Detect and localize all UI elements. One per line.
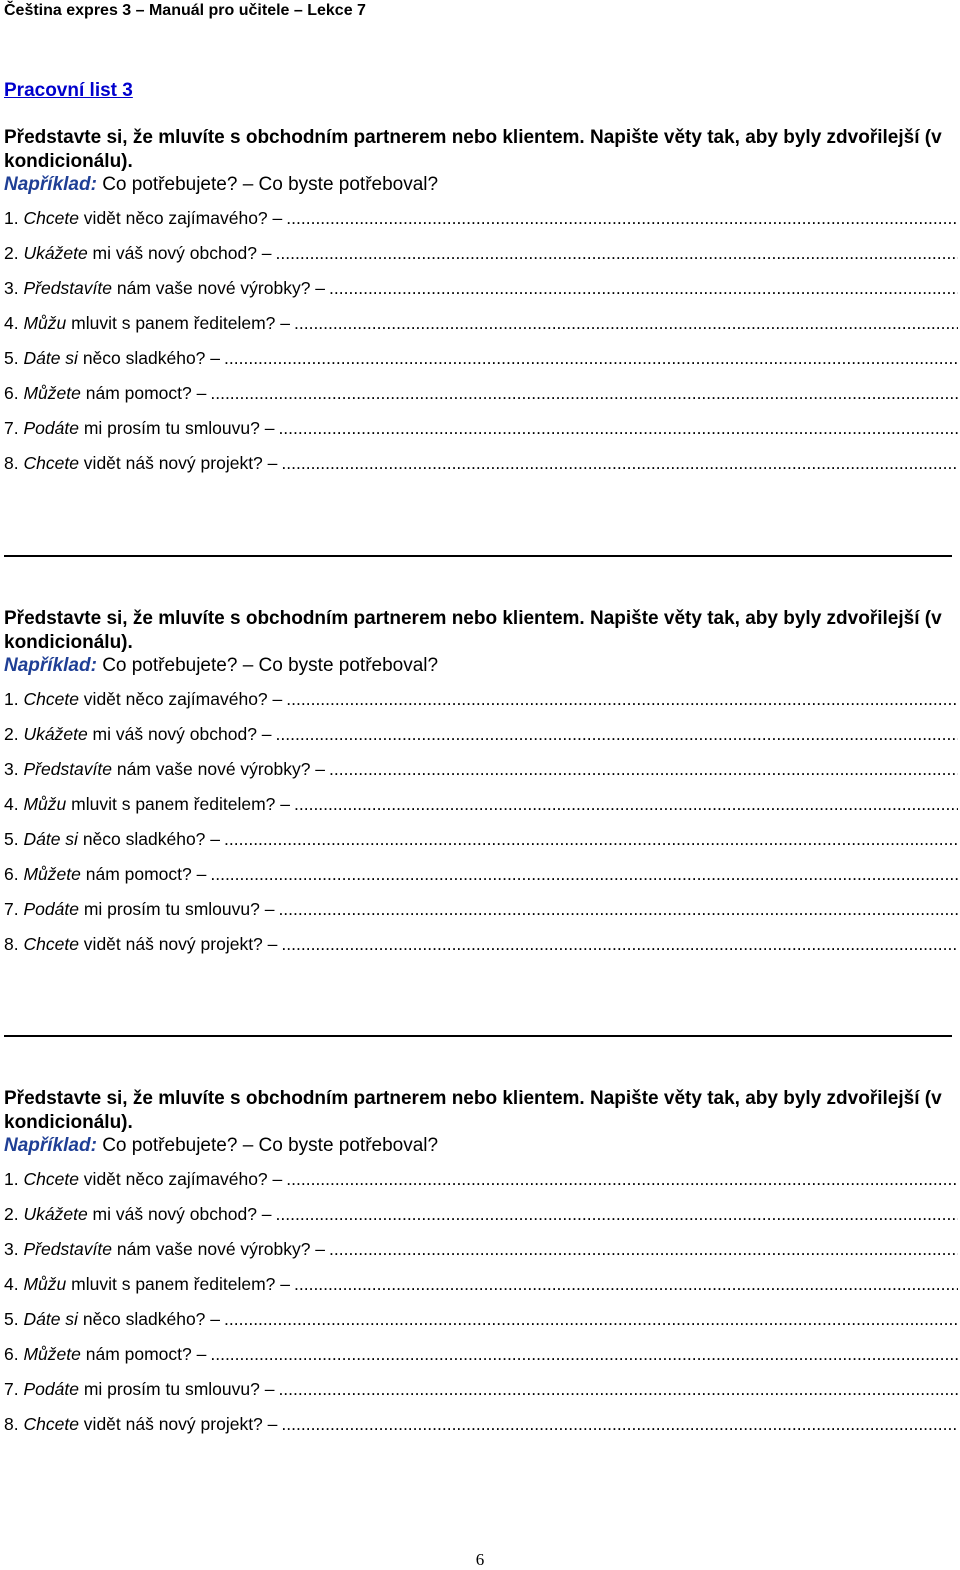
- item-number: 3.: [4, 1239, 19, 1259]
- answer-line[interactable]: [278, 899, 958, 919]
- exercise-instruction: Představte si, že mluvíte s obchodním partnerem nebo klientem. Napište věty tak, aby byly zdvořilejší (v kondicionálu).: [4, 127, 942, 172]
- example-label: Například:: [4, 655, 97, 676]
- item-rest: nám vaše nové výrobky? –: [112, 278, 326, 298]
- item-number: 1.: [4, 1169, 19, 1189]
- exercise-item: [4, 1169, 958, 1204]
- exercise-item: [4, 794, 958, 829]
- item-verb: Podáte: [23, 1379, 79, 1399]
- item-verb: Ukážete: [23, 1204, 88, 1224]
- item-number: 3.: [4, 278, 19, 298]
- item-rest: vidět něco zajímavého? –: [78, 1169, 283, 1189]
- item-question: [4, 934, 277, 954]
- exercise-instruction: Představte si, že mluvíte s obchodním partnerem nebo klientem. Napište věty tak, aby byly zdvořilejší (v kondicionálu).: [4, 1088, 942, 1133]
- exercise-item: [4, 829, 958, 864]
- exercise-item: [4, 208, 958, 243]
- item-question: [4, 794, 290, 814]
- item-rest: mi váš nový obchod? –: [87, 1204, 272, 1224]
- separator-line: [4, 1035, 952, 1037]
- example-label: Například:: [4, 174, 97, 195]
- item-rest: nám pomoct? –: [80, 383, 207, 403]
- answer-line[interactable]: [294, 313, 958, 333]
- item-verb: Představíte: [23, 759, 113, 779]
- exercise-items: [4, 1169, 958, 1449]
- item-verb: Dáte si: [23, 348, 78, 368]
- item-verb: Ukážete: [23, 724, 88, 744]
- item-verb: Můžu: [23, 1274, 67, 1294]
- item-rest: vidět něco zajímavého? –: [78, 689, 283, 709]
- item-question: [4, 243, 272, 263]
- item-question: [4, 759, 325, 779]
- answer-line[interactable]: [286, 689, 958, 709]
- item-question: [4, 418, 274, 438]
- item-number: 2.: [4, 724, 19, 744]
- exercise-item: [4, 899, 958, 934]
- item-rest: nám vaše nové výrobky? –: [112, 1239, 326, 1259]
- item-question: [4, 1379, 274, 1399]
- page-number: 6: [475, 1550, 485, 1569]
- item-number: 7.: [4, 418, 19, 438]
- answer-line[interactable]: [276, 1204, 958, 1224]
- item-rest: nám pomoct? –: [80, 1344, 207, 1364]
- item-number: 3.: [4, 759, 19, 779]
- item-question: [4, 453, 277, 473]
- item-number: 5.: [4, 1309, 19, 1329]
- answer-line[interactable]: [210, 383, 958, 403]
- answer-line[interactable]: [224, 829, 958, 849]
- item-verb: Můžu: [23, 313, 67, 333]
- item-number: 6.: [4, 864, 19, 884]
- exercise-item: [4, 1274, 958, 1309]
- exercise-block: [4, 126, 958, 488]
- item-question: [4, 1239, 325, 1259]
- item-rest: vidět náš nový projekt? –: [78, 1414, 278, 1434]
- item-verb: Podáte: [23, 418, 79, 438]
- item-rest: mi prosím tu smlouvu? –: [78, 899, 275, 919]
- exercise-item: [4, 1239, 958, 1274]
- item-rest: mi prosím tu smlouvu? –: [78, 418, 275, 438]
- item-question: [4, 864, 206, 884]
- answer-line[interactable]: [329, 278, 958, 298]
- answer-line[interactable]: [281, 1414, 958, 1434]
- item-question: [4, 1204, 272, 1224]
- item-number: 4.: [4, 1274, 19, 1294]
- item-verb: Chcete: [23, 1414, 79, 1434]
- exercise-item: [4, 418, 958, 453]
- item-verb: Podáte: [23, 899, 79, 919]
- item-rest: mi prosím tu smlouvu? –: [78, 1379, 275, 1399]
- exercise-item: [4, 724, 958, 759]
- answer-line[interactable]: [286, 208, 958, 228]
- example-label: Například:: [4, 1135, 97, 1156]
- item-rest: něco sladkého? –: [77, 348, 221, 368]
- answer-line[interactable]: [329, 1239, 958, 1259]
- item-verb: Dáte si: [23, 829, 78, 849]
- exercise-block: [4, 607, 958, 969]
- item-rest: mi váš nový obchod? –: [87, 724, 272, 744]
- item-number: 8.: [4, 453, 19, 473]
- item-rest: nám pomoct? –: [80, 864, 207, 884]
- exercise-items: [4, 208, 958, 488]
- item-verb: Ukážete: [23, 243, 88, 263]
- item-rest: něco sladkého? –: [77, 829, 221, 849]
- answer-line[interactable]: [278, 418, 958, 438]
- item-rest: vidět náš nový projekt? –: [78, 453, 278, 473]
- exercise-item: [4, 689, 958, 724]
- item-number: 8.: [4, 1414, 19, 1434]
- exercise-item: [4, 383, 958, 418]
- item-question: [4, 1309, 220, 1329]
- answer-line[interactable]: [210, 864, 958, 884]
- item-number: 5.: [4, 348, 19, 368]
- exercise-item: [4, 1204, 958, 1239]
- example-text: Co potřebujete? – Co byste potřeboval?: [96, 174, 439, 195]
- item-number: 5.: [4, 829, 19, 849]
- exercise-item: [4, 1344, 958, 1379]
- item-number: 6.: [4, 1344, 19, 1364]
- exercise-item: [4, 1379, 958, 1414]
- exercise-instruction: Představte si, že mluvíte s obchodním partnerem nebo klientem. Napište věty tak, aby byly zdvořilejší (v kondicionálu).: [4, 608, 942, 653]
- item-verb: Můžete: [23, 1344, 81, 1364]
- item-question: [4, 1414, 277, 1434]
- item-number: 4.: [4, 313, 19, 333]
- item-rest: vidět něco zajímavého? –: [78, 208, 283, 228]
- exercise-item: [4, 313, 958, 348]
- item-verb: Chcete: [23, 689, 79, 709]
- answer-line[interactable]: [278, 1379, 958, 1399]
- exercise-items: [4, 689, 958, 969]
- example-text: Co potřebujete? – Co byste potřeboval?: [96, 1135, 439, 1156]
- page-header: Čeština expres 3 – Manuál pro učitele – Lekce 7: [4, 2, 366, 19]
- item-verb: Chcete: [23, 208, 79, 228]
- item-rest: mi váš nový obchod? –: [87, 243, 272, 263]
- item-question: [4, 1344, 206, 1364]
- item-question: [4, 689, 282, 709]
- item-question: [4, 1274, 290, 1294]
- exercise-item: [4, 1309, 958, 1344]
- separator-line: [4, 555, 952, 557]
- example-sentence: [4, 654, 958, 678]
- item-question: [4, 383, 206, 403]
- answer-line[interactable]: [276, 724, 958, 744]
- answer-line[interactable]: [294, 1274, 958, 1294]
- exercise-item: [4, 1414, 958, 1449]
- item-rest: mluvit s panem ředitelem? –: [66, 1274, 290, 1294]
- answer-line[interactable]: [224, 1309, 958, 1329]
- item-question: [4, 899, 274, 919]
- item-rest: vidět náš nový projekt? –: [78, 934, 278, 954]
- exercise-item: [4, 759, 958, 794]
- answer-line[interactable]: [294, 794, 958, 814]
- item-verb: Můžete: [23, 383, 81, 403]
- example-text: Co potřebujete? – Co byste potřeboval?: [96, 655, 439, 676]
- answer-line[interactable]: [276, 243, 958, 263]
- item-number: 1.: [4, 208, 19, 228]
- item-verb: Dáte si: [23, 1309, 78, 1329]
- exercise-item: [4, 864, 958, 899]
- exercise-item: [4, 278, 958, 313]
- item-rest: něco sladkého? –: [77, 1309, 221, 1329]
- exercise-item: [4, 243, 958, 278]
- answer-line[interactable]: [210, 1344, 958, 1364]
- item-number: 2.: [4, 1204, 19, 1224]
- item-rest: mluvit s panem ředitelem? –: [66, 794, 290, 814]
- item-question: [4, 313, 290, 333]
- item-question: [4, 829, 220, 849]
- item-number: 2.: [4, 243, 19, 263]
- answer-line[interactable]: [281, 934, 958, 954]
- exercise-item: [4, 934, 958, 969]
- answer-line[interactable]: [329, 759, 958, 779]
- exercise-block: [4, 1087, 958, 1449]
- answer-line[interactable]: [286, 1169, 958, 1189]
- item-verb: Můžu: [23, 794, 67, 814]
- item-number: 7.: [4, 1379, 19, 1399]
- answer-line[interactable]: [281, 453, 958, 473]
- item-number: 4.: [4, 794, 19, 814]
- item-question: [4, 278, 325, 298]
- exercise-item: [4, 348, 958, 383]
- item-number: 6.: [4, 383, 19, 403]
- item-number: 1.: [4, 689, 19, 709]
- example-sentence: [4, 173, 958, 197]
- item-verb: Chcete: [23, 934, 79, 954]
- item-rest: mluvit s panem ředitelem? –: [66, 313, 290, 333]
- item-verb: Představíte: [23, 1239, 113, 1259]
- item-rest: nám vaše nové výrobky? –: [112, 759, 326, 779]
- example-sentence: [4, 1134, 958, 1158]
- answer-line[interactable]: [224, 348, 958, 368]
- item-question: [4, 1169, 282, 1189]
- item-question: [4, 348, 220, 368]
- item-number: 8.: [4, 934, 19, 954]
- exercise-item: [4, 453, 958, 488]
- item-question: [4, 208, 282, 228]
- item-verb: Můžete: [23, 864, 81, 884]
- item-number: 7.: [4, 899, 19, 919]
- item-verb: Představíte: [23, 278, 113, 298]
- item-verb: Chcete: [23, 453, 79, 473]
- worksheet-title: Pracovní list 3: [4, 80, 133, 101]
- item-question: [4, 724, 272, 744]
- item-verb: Chcete: [23, 1169, 79, 1189]
